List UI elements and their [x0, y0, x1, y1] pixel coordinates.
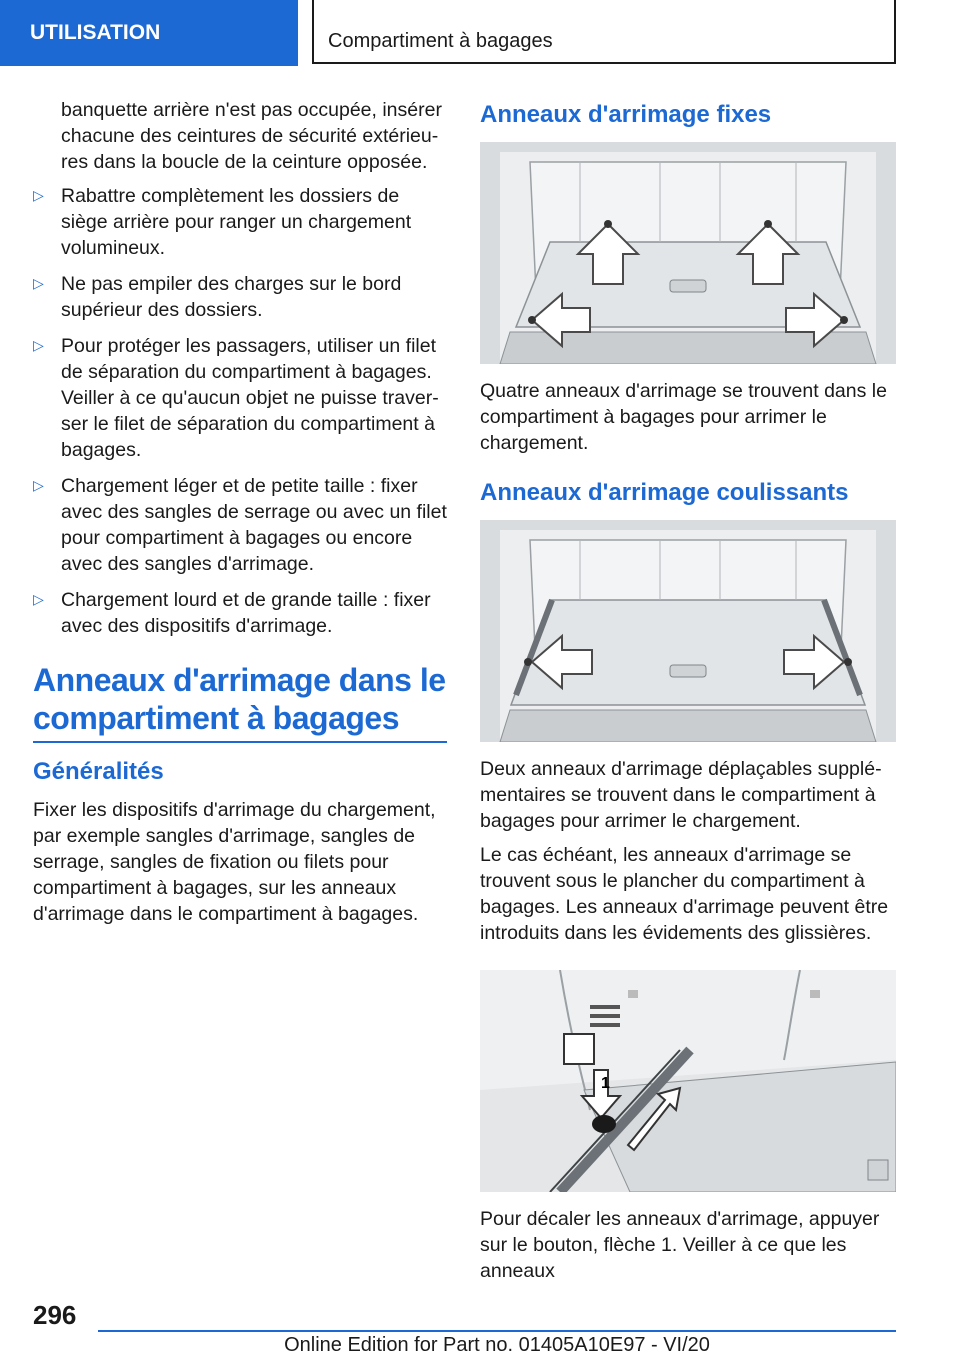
fixed-rings-illustration: [480, 142, 896, 364]
left-column: [33, 97, 447, 935]
subheading-general: Généralités: [33, 758, 164, 785]
list-item: ▷ Rabattre complètement les dossiers de siège arrière pour ranger un chargement volumineux.: [33, 185, 412, 259]
footer-edition: Online Edition for Part no. 01405A10E97 - VI/20: [284, 1334, 710, 1356]
list-item: ▷ Ne pas empiler des charges sur le bord supérieur des dossiers.: [33, 273, 402, 321]
list-item: ▷ Chargement léger et de petite taille : fixer avec des sangles de serrage ou avec un filet pour compartiment à bagages ou encore avec des sangles d'arrimage.: [33, 475, 447, 575]
right-column: [480, 100, 896, 1292]
list-item: ▷ Pour protéger les passagers, utiliser un filet de séparation du compartiment à bagages. Veiller à ce qu'aucun objet ne puisse traverser le filet de séparation du compartiment à bagages.: [33, 335, 439, 461]
fixed-rings-text: Quatre anneaux d'arrimage se trouvent dans le compartiment à bagages pour arrimer le chargement.: [480, 380, 887, 454]
bullet-list: [33, 183, 447, 639]
sliding-rings-text-2: Le cas échéant, les anneaux d'arrimage se trouvent sous le plancher du compartiment à bagages. Les anneaux d'arrimage peuvent être introduits dans les évidements des glissières.: [480, 844, 889, 944]
section-title: UTILISATION: [30, 21, 161, 44]
page-number: 296: [33, 1300, 77, 1330]
section-tab: [0, 0, 298, 66]
general-paragraph: Fixer les dispositifs d'arrimage du chargement, par exemple sangles d'arrimage, sangles de serrage, sangles de fixation ou filets pour compartiment à bagages, sur les anneaux d'arrimage dans le compartiment à bagages.: [33, 799, 436, 925]
triangle-right-icon: ▷: [33, 188, 44, 204]
chapter-title: Compartiment à bagages: [328, 30, 553, 52]
triangle-right-icon: ▷: [33, 592, 44, 608]
triangle-right-icon: ▷: [33, 276, 44, 292]
section-heading: Anneaux d'arrimage dans le compartiment à bagages: [33, 661, 447, 743]
sliding-rings-text-1: Deux anneaux d'arrimage déplaçables supplémentaires se trouvent dans le compartiment à bagages pour arrimer le chargement.: [480, 758, 882, 832]
fixed-rings-heading: Anneaux d'arrimage fixes: [480, 101, 772, 128]
adjust-text: Pour décaler les anneaux d'arrimage, appuyer sur le bouton, flèche 1. Veiller à ce que les anneaux: [480, 1208, 880, 1282]
ring-adjust-illustration: [480, 970, 896, 1192]
chapter-header: [312, 0, 896, 64]
list-item: ▷ Chargement lourd et de grande taille : fixer avec des dispositifs d'arrimage.: [33, 589, 431, 637]
sliding-rings-heading: Anneaux d'arrimage coulissants: [480, 479, 849, 506]
callout-label: 1: [601, 1075, 610, 1092]
triangle-right-icon: ▷: [33, 478, 44, 494]
sliding-rings-illustration: [480, 520, 896, 742]
footer-divider: [98, 1330, 896, 1332]
intro-paragraph: banquette arrière n'est pas occupée, insérer chacune des ceintures de sécurité extérieures dans la boucle de la ceinture opposée.: [61, 99, 442, 173]
triangle-right-icon: ▷: [33, 338, 44, 354]
